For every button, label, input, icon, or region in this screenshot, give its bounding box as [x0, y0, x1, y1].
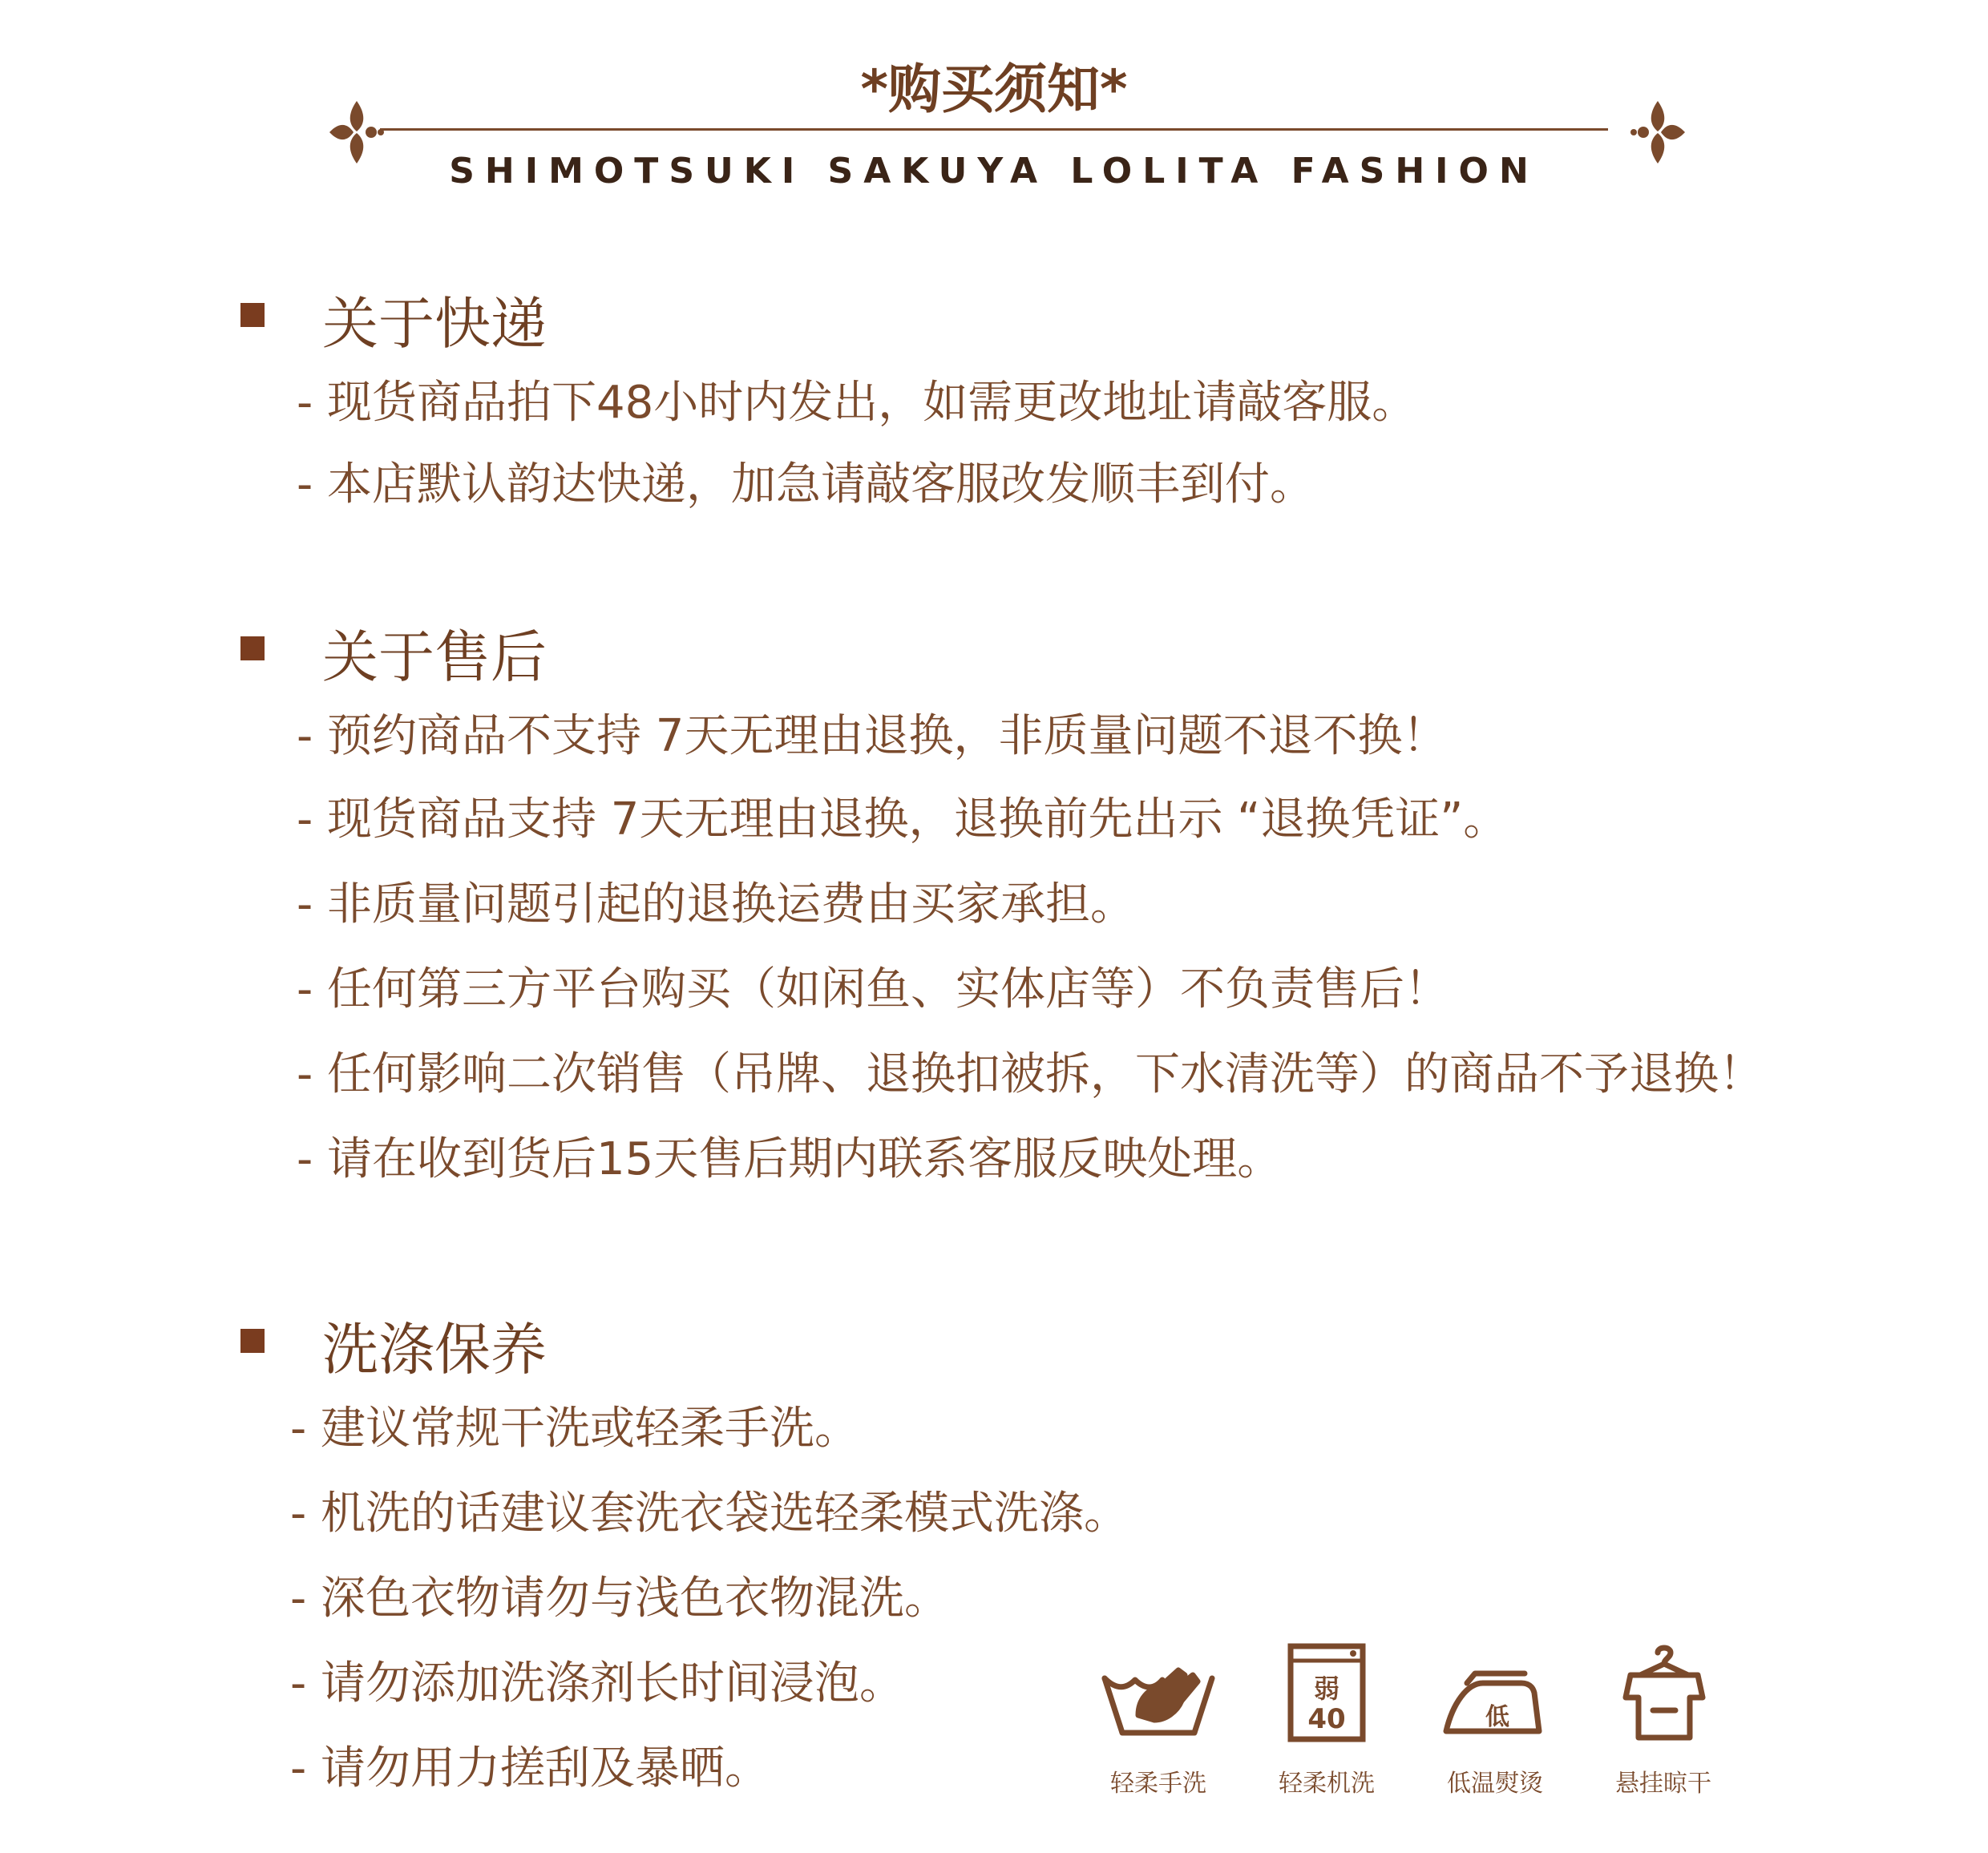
care-item-machine-wash [1267, 1643, 1387, 1798]
machine-wash-temp: 40 [1307, 1703, 1346, 1735]
section-title: 关于快递 [322, 291, 547, 357]
list-item: - 任何影响二次销售（吊牌、退换扣被拆，下水清洗等）的商品不予退换！ [297, 1048, 1764, 1100]
machine-wash-icon [1267, 1643, 1387, 1747]
hand-wash-icon [1098, 1643, 1218, 1747]
section-title: 洗涤保养 [322, 1317, 547, 1383]
list-item: - 非质量问题引起的退换运费由买家承担。 [297, 878, 1136, 931]
list-item: - 现货商品支持 7天无理由退换，退换前先出示 “退换凭证”。 [297, 793, 1509, 846]
list-item: - 现货商品拍下48小时内发出，如需更改地址请敲客服。 [297, 377, 1417, 429]
care-label: 轻柔机洗 [1279, 1770, 1375, 1798]
section-title: 关于售后 [322, 624, 547, 690]
iron-level: 低 [1485, 1703, 1509, 1731]
list-item: - 预约商品不支持 7天无理由退换，非质量问题不退不换！ [297, 710, 1448, 762]
list-item: - 建议常规干洗或轻柔手洗。 [290, 1403, 860, 1455]
section-bullet [240, 303, 265, 327]
page-title: *购买须知* [860, 59, 1128, 120]
section-bullet [240, 636, 265, 660]
care-label: 低温熨烫 [1447, 1770, 1543, 1798]
header [0, 0, 1988, 208]
list-item: - 请勿添加洗涤剂长时间浸泡。 [290, 1657, 905, 1710]
care-item-hang-dry [1603, 1643, 1723, 1798]
care-item-low-iron [1435, 1643, 1555, 1798]
header-rule [380, 128, 1608, 131]
hang-dry-icon [1603, 1643, 1723, 1747]
list-item: - 深色衣物请勿与浅色衣物混洗。 [290, 1572, 950, 1625]
care-icons [1098, 1643, 1740, 1803]
low-iron-icon [1435, 1643, 1555, 1747]
list-item: - 任何第三方平台购买（如闲鱼、实体店等）不负责售后！ [297, 963, 1450, 1015]
brand-name: SHIMOTSUKI SAKUYA LOLITA FASHION [449, 151, 1539, 192]
machine-wash-mode: 弱 [1313, 1673, 1340, 1704]
care-item-hand-wash [1098, 1643, 1218, 1798]
list-item: - 机洗的话建议套洗衣袋选轻柔模式洗涤。 [290, 1488, 1129, 1540]
section-bullet [240, 1329, 265, 1353]
care-label: 轻柔手洗 [1110, 1770, 1206, 1798]
care-label: 悬挂晾干 [1615, 1770, 1711, 1798]
list-item: - 请勿用力搓刮及暴晒。 [290, 1742, 770, 1794]
list-item: - 本店默认韵达快递，加急请敲客服改发顺丰到付。 [297, 458, 1315, 511]
list-item: - 请在收到货后15天售后期内联系客服反映处理。 [297, 1133, 1283, 1185]
